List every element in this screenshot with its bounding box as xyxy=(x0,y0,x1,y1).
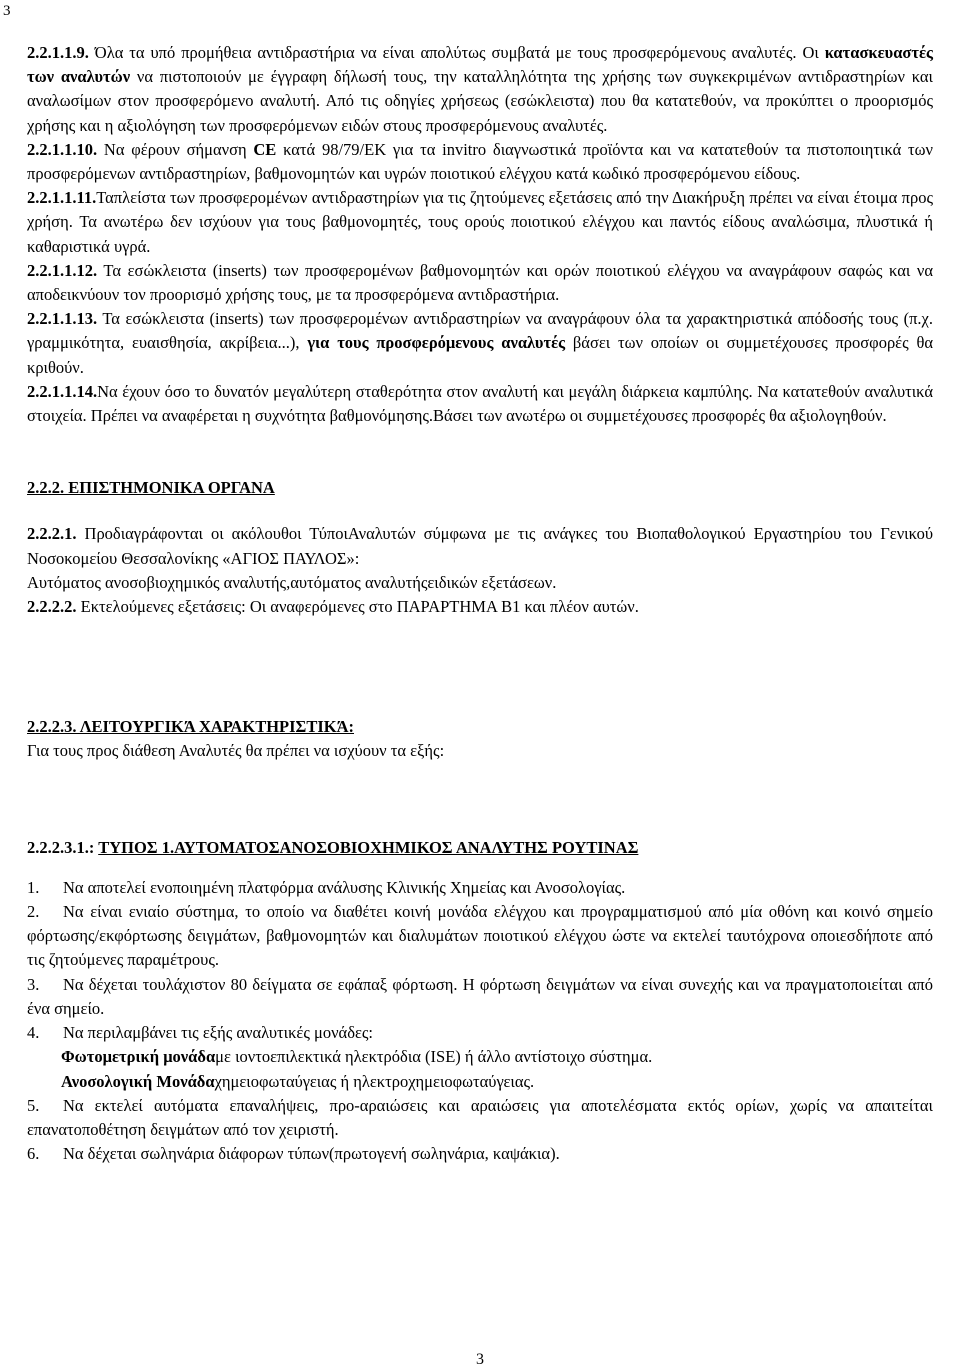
clause-number: 2.2.1.1.10. xyxy=(27,139,98,159)
clause-number: 2.2.1.1.13. xyxy=(27,309,98,329)
list-text: Να δέχεται σωληνάρια διάφορων τύπων(πρωτογενή σωληνάρια, καψάκια). xyxy=(63,1144,560,1164)
paragraph-2-2-1-1-10 xyxy=(27,138,933,186)
clause-number: 2.2.1.1.9. xyxy=(27,43,89,62)
list-item xyxy=(27,1142,933,1166)
page-number-bottom: 3 xyxy=(476,1351,484,1368)
text: Τα εσώκλειστα (inserts) των προσφερομένων βαθμονομητών και ορών ποιοτικού ελέγχου να αναγράφουν σαφώς και να αποδεικνύουν τον προορισμό χρήσης τους, με τα προσφερόμενα αντιδραστήρια. xyxy=(27,260,933,305)
text: Εκτελούμενες εξετάσεις: Οι αναφερόμενες στο ΠΑΡΑΡΤΗΜΑ Β1 και πλέον αυτών. xyxy=(76,597,639,617)
text: Τα εσώκλειστα (inserts) των προσφερομένων αντιδραστηρίων να αναγράφουν όλα τα χαρακτηριστικά απόδοσής τους (π.χ. γραμμικότητα, ευαισθησία, ακρίβεια...), xyxy=(27,309,933,353)
page-number-top: 3 xyxy=(3,3,11,19)
clause-number: 2.2.1.1.12. xyxy=(27,260,98,280)
text: Να έχουν όσο το δυνατόν μεγαλύτερη σταθερότητα στον αναλυτή και μεγάλη διάρκεια καμπύλης. Να κατατεθούν αναλυτικά στοιχεία. Πρέπει να αναφέρεται η συχνότητα βαθμονόμησης.Βάσει των ανωτέρω οι συμμετέχουσες προσφορές θα αξιολογηθούν. xyxy=(27,381,933,426)
paragraph-2-2-1-1-12 xyxy=(27,259,933,307)
paragraph-2-2-2-2 xyxy=(27,595,933,619)
paragraph-2-2-2-1-line2: Αυτόματος ανοσοβιοχημικός αναλυτής,αυτόματος αναλυτήςειδικών εξετάσεων. xyxy=(27,572,557,592)
bold-text: CE xyxy=(253,139,277,159)
text: να πιστοποιούν με έγγραφη δήλωσή τους, την καταλληλότητα της χρήσης των συγκεκριμένων αντιδραστηρίων και αναλωσίμων στον προσφερόμενο αναλυτή. Από τις οδηγίες χρήσεως (εσώκλειστα) που θα κατατεθούν, να προκύπτει ο προορισμός χρήσης και η αξιολόγηση των προσφερόμενων ειδών στους προσφερόμενους αναλυτές. xyxy=(27,67,933,135)
text: Προδιαγράφονται οι ακόλουθοι ΤύποιΑναλυτών σύμφωνα με τις ανάγκες του Βιοπαθολογικού Εργαστηρίου του Γενικού Νοσοκομείου Θεσσαλονίκης «ΑΓΙΟΣ ΠΑΥΛΟΣ»: xyxy=(27,524,933,568)
list-text: Να είναι ενιαίο σύστημα, το οποίο να διαθέτει κοινή μονάδα ελέγχου και προγραμματισμού από μία οθόνη και κοινό σημείο φόρτωσης/εκφόρτωσης δειγμάτων, βαθμονομητών και διαλυμάτων ποιοτικού ελέγχου ώστε να εκτελεί ταυτόχρονα οποιεσδήποτε από τις ζητούμενες παραμέτρους. xyxy=(27,902,933,970)
sub-item-immunology xyxy=(27,1070,933,1094)
section-intro: Για τους προς διάθεση Αναλυτές θα πρέπει να ισχύουν τα εξής: xyxy=(27,741,445,761)
list-text: Να δέχεται τουλάχιστον 80 δείγματα σε εφάπαξ φόρτωση. Η φόρτωση δειγμάτων να είναι συνεχής και να πραγματοποιείται από ένα σημείο. xyxy=(27,974,933,1018)
paragraph-2-2-1-1-14 xyxy=(27,380,933,428)
bold-text: κατασκευαστές των αναλυτών xyxy=(27,43,933,87)
list-item xyxy=(27,973,933,1021)
sub-item-photometric xyxy=(27,1045,933,1069)
section-heading-2-2-2-3: 2.2.2.3. ΛΕΙΤΟΥΡΓΙΚΆ ΧΑΡΑΚΤΗΡΙΣΤΙΚΆ: xyxy=(27,717,354,737)
paragraph-2-2-1-1-9 xyxy=(27,41,933,138)
list-number: 3. xyxy=(27,974,40,994)
type-1-title: ΤΥΠΟΣ 1.ΑΥΤΟΜΑΤΟΣΑΝΟΣΟΒΙΟΧΗΜΙΚΟΣ ΑΝΑΛΥΤΗΣ ΡΟΥΤΙΝΑΣ xyxy=(98,837,639,857)
clause-number: 2.2.2.2. xyxy=(27,597,77,617)
list-number: 2. xyxy=(27,902,40,922)
text: Ταπλείστα των προσφερομένων αντιδραστηρίων για τις ζητούμενες εξετάσεις από την Διακήρυξη πρέπει να είναι έτοιμα προς χρήση. Τα ανωτέρω δεν ισχύουν για τους βαθμονομητές, τους ορούς ποιοτικού ελέγχου και παντός είδους αναλώσιμα, πλυστικά ή καθαριστικά υγρά. xyxy=(27,188,933,256)
text: βάσει των οποίων οι συμμετέχουσες προσφορές θα κριθούν. xyxy=(27,333,933,377)
bold-text: Ανοσολογική Μονάδα xyxy=(61,1071,215,1091)
paragraph-2-2-1-1-13 xyxy=(27,307,933,380)
list-text: Να αποτελεί ενοποιημένη πλατφόρμα ανάλυσης Κλινικής Χημείας και Ανοσολογίας. xyxy=(63,877,626,897)
list-item xyxy=(27,1021,933,1045)
list-text: Να περιλαμβάνει τις εξής αναλυτικές μονάδες: xyxy=(63,1023,374,1043)
bold-text: για τους προσφερόμενους αναλυτές xyxy=(307,333,566,353)
bold-text: Φωτομετρική μονάδα xyxy=(61,1047,216,1067)
list-number: 6. xyxy=(27,1144,40,1164)
type-1-heading xyxy=(27,836,933,860)
list-number: 1. xyxy=(27,877,40,897)
document-body xyxy=(27,41,933,1166)
text: χημειοφωταύγειας ή ηλεκτροχημειοφωταύγειας. xyxy=(214,1071,535,1091)
list-item xyxy=(27,876,933,900)
section-heading-2-2-2: 2.2.2. ΕΠΙΣΤΗΜΟΝΙΚΑ ΟΡΓΑΝΑ xyxy=(27,478,275,498)
requirements-list xyxy=(27,876,933,1166)
list-item xyxy=(27,1094,933,1142)
list-number: 5. xyxy=(27,1095,40,1115)
paragraph-2-2-1-1-11 xyxy=(27,186,933,259)
clause-number: 2.2.2.3.1.: xyxy=(27,837,99,857)
clause-number: 2.2.1.1.14. xyxy=(27,381,98,401)
clause-number: 2.2.1.1.11. xyxy=(27,188,97,208)
text: κατά 98/79/ΕΚ για τα invitro διαγνωστικά προϊόντα και να κατατεθούν τα πιστοποιητικά των προσφερόμενων αντιδραστηρίων, βαθμονομητών και υγρών ποιοτικού ελέγχου κατά κωδικό προσφερόμενου είδους. xyxy=(27,139,933,184)
text: Να φέρουν σήμανση xyxy=(97,139,254,159)
list-text: Να εκτελεί αυτόματα επαναλήψεις, προ-αραιώσεις και αραιώσεις για αποτελέσματα εκτός ορίων, χωρίς να απαιτείται επανατοποθέτηση δειγμάτων από τον χειριστή. xyxy=(27,1095,933,1139)
text: με ιοντοεπιλεκτικά ηλεκτρόδια (ISE) ή άλλο αντίστοιχο σύστημα. xyxy=(215,1047,653,1067)
text: Όλα τα υπό προμήθεια αντιδραστήρια να είναι απολύτως συμβατά με τους προσφερόμενους αναλυτές. Οι xyxy=(88,43,825,62)
clause-number: 2.2.2.1. xyxy=(27,524,77,544)
list-number: 4. xyxy=(27,1023,40,1043)
paragraph-2-2-2-1 xyxy=(27,522,933,570)
list-item xyxy=(27,900,933,973)
